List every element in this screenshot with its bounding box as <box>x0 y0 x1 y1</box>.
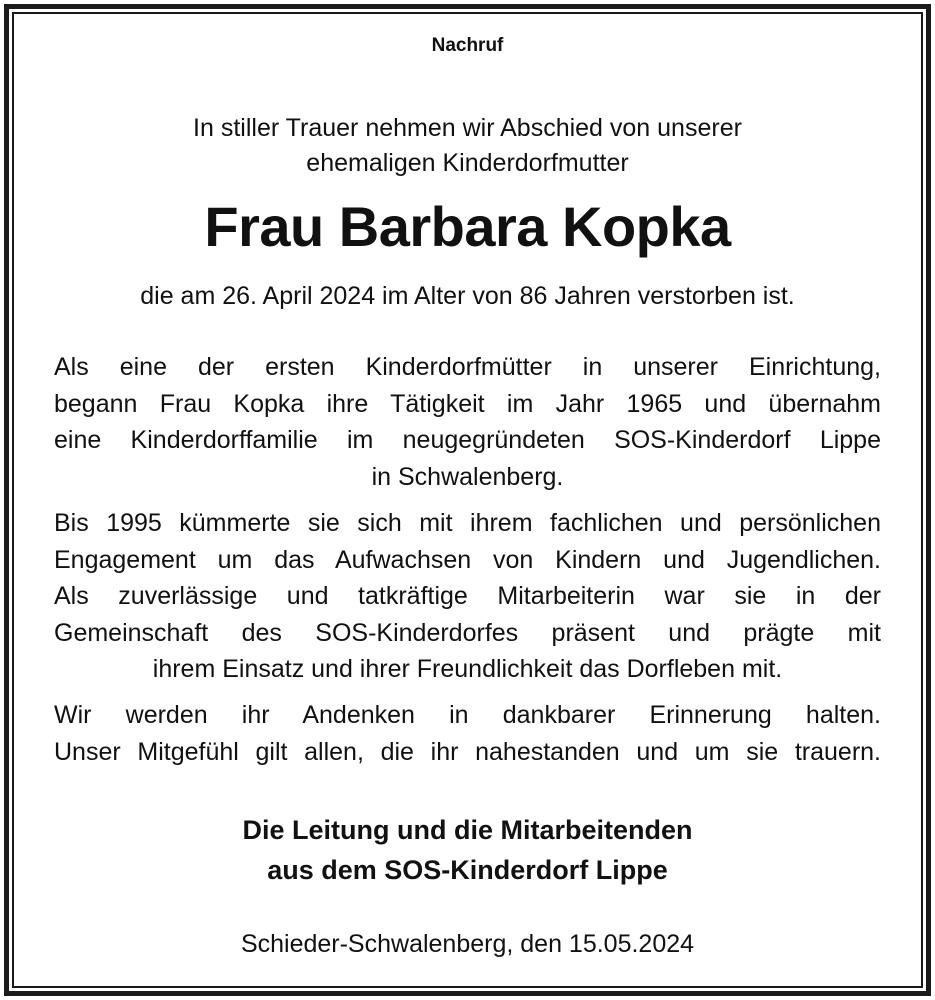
paragraph-line: ihrem Einsatz und ihrer Freundlichkeit das Dorfleben mit. <box>152 655 783 683</box>
place-and-date: Schieder-Schwalenberg, den 15.05.2024 <box>240 930 695 958</box>
paragraph-line: Als zuverlässige und tatkräftige Mitarbeiterin war sie in der <box>54 582 881 610</box>
paragraph-line: Wir werden ihr Andenken in dankbarer Erinnerung halten. <box>54 701 881 729</box>
paragraph-line: eine Kinderdorffamilie im neugegründeten SOS-Kinderdorf Lippe <box>54 426 881 454</box>
paragraph-line: begann Frau Kopka ihre Tätigkeit im Jahr 1965 und übernahm <box>54 389 881 418</box>
paragraph-line: Gemeinschaft des SOS-Kinderdorfes präsent und prägte mit <box>54 618 881 647</box>
paragraph-line: Bis 1995 kümmerte sie sich mit ihrem fachlichen und persönlichen <box>54 509 881 537</box>
paragraph-line: Engagement um das Aufwachsen von Kindern und Jugendlichen. <box>54 545 881 574</box>
death-date-line: die am 26. April 2024 im Alter von 86 Jahren verstorben ist. <box>140 282 795 310</box>
paragraph-line: Unser Mitgefühl gilt allen, die ihr nahestanden und um sie trauern. <box>54 737 881 766</box>
signature-line: Die Leitung und die Mitarbeitenden <box>242 815 693 845</box>
paragraph-line: in Schwalenberg. <box>371 462 564 491</box>
intro-line: In stiller Trauer nehmen wir Abschied von unserer <box>193 114 742 142</box>
paragraph-engagement <box>54 505 881 688</box>
notice-heading: Nachruf <box>431 35 504 56</box>
paragraph-condolence <box>54 697 881 770</box>
paragraph-history <box>54 349 881 495</box>
intro-line: ehemaligen Kinderdorfmutter <box>306 149 629 177</box>
deceased-name: Frau Barbara Kopka <box>204 195 731 258</box>
signature-line: aus dem SOS-Kinderdorf Lippe <box>267 855 668 885</box>
paragraph-line: Als eine der ersten Kinderdorfmütter in unserer Einrichtung, <box>54 353 881 381</box>
